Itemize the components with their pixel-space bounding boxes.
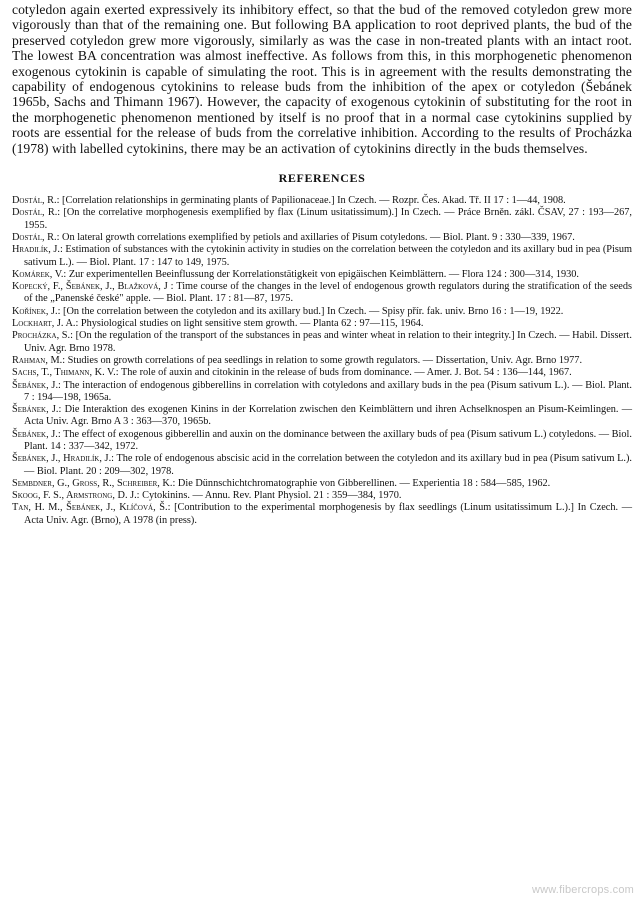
reference-text: The interaction of endogenous gibberellins in correlation with cotyledons and axillary buds in the pea (Pisum sativum L.). — Biol. Plant. 7 : 194—198, 1965a. (24, 379, 632, 403)
document-page (12, 2, 632, 898)
reference-item (12, 453, 632, 478)
reference-text: [On the correlation between the cotyledon and its axillary bud.] In Czech. — Spisy přír. fak. univ. Brno 16 : 1—19, 1922. (63, 305, 564, 317)
watermark: www.fibercrops.com (531, 884, 634, 896)
reference-author: Lockhart, J. A.: (12, 318, 79, 330)
reference-author: Dostál, R.: (12, 207, 61, 219)
reference-text: Cytokinins. — Annu. Rev. Plant Physiol. 21 : 359—384, 1970. (142, 490, 402, 502)
reference-item (12, 367, 632, 379)
reference-text: Studies on growth correlations of pea seedlings in relation to some growth regulators. — Dissertation, Univ. Agr. Brno 1977. (67, 354, 583, 366)
reference-author: Sembdner, G., Gross, R., Schreiber, K.: (12, 477, 176, 489)
reference-item (12, 380, 632, 405)
reference-text: Estimation of substances with the cytokinin activity in studies on the correlation between the cotyledon and its axillary bud in pea (Pisum sativum L.). — Biol. Plant. 17 : 147 to 149, 1975. (24, 244, 633, 268)
reference-item (12, 244, 632, 269)
reference-text: The role of auxin and citokinin in the release of buds from dominance. — Amer. J. Bot. 54 : 136—144, 1967. (120, 367, 572, 379)
references-heading: REFERENCES (278, 171, 366, 186)
reference-text: Physiological studies on light sensitive stem growth. — Planta 62 : 97—115, 1964. (80, 318, 424, 330)
reference-item (12, 429, 632, 454)
reference-text: Die Interaktion des exogenen Kinins in der Korrelation zwischen den Keimblättern und ihren Achselknospen an Pisum-Keimlingen. — Acta Univ. Agr. Brno A 3 : 363—370, 1965b. (24, 404, 632, 428)
body-paragraph: cotyledon again exerted expressively its inhibitory effect, so that the bud of the removed cotyledon grew more vigorously than that of the remaining one. But following BA application to root deprived plants, the bud of the preserved cotyledon grew more vigorously, similarly as was the case in non-treated plants with an intact root. The lowest BA concentration was almost ineffective. As follows from this, in this morphogenetic phenomenon exogenous cytokinin is capable of simulating the root. This is in agreement with the results demonstrating the capability of endogenous cytokinins to release buds from the inhibition of the apex or cotyledon (Šebánek 1965b, Sachs and Thimann 1967). However, the capacity of exogenous cytokinin of substituting for the root in the morphogenetic phenomenon mentioned by itself is no proof that in a normal case cytokinins supplied by roots are essential for the release of buds from the correlative inhibition. According to the results of Procházka (1978) with labelled cytokinins, there may be an activation of cytokinins directly in the buds themselves. (12, 2, 632, 156)
reference-author: Komárek, V.: (12, 268, 67, 280)
reference-author: Rahman, M.: (12, 354, 66, 366)
reference-text: The role of endogenous abscisic acid in the correlation between the cotyledon and its axillary bud in pea (Pisum sativum L.). — Biol. Plant. 20 : 209—302, 1978. (24, 453, 632, 477)
reference-item (12, 330, 632, 355)
reference-author: Procházka, S.: (12, 330, 73, 342)
reference-author: Šebánek, J.: (12, 379, 61, 391)
reference-item (12, 404, 632, 429)
reference-author: Šebánek, J., Hradilík, J.: (12, 453, 114, 465)
reference-text: [Contribution to the experimental morphogenesis by flax seedlings (Linum usitatissimum L.).] In Czech. — Acta Univ. Agr. (Brno), A 1978 (in press). (24, 502, 632, 526)
reference-author: Kořínek, J.: (12, 305, 61, 317)
reference-author: Dostál, R.: (12, 231, 60, 243)
reference-item (12, 502, 632, 527)
reference-text: Die Dünnschichtchromatographie von Gibberellinen. — Experientia 18 : 584—585, 1962. (177, 477, 551, 489)
reference-text: [On the correlative morphogenesis exemplified by flax (Linum usitatissimum).] In Czech. — Práce Brněn. zákl. ČSAV, 27 : 193—267, 1955. (24, 207, 632, 231)
reference-author: Hradilík, J.: (12, 244, 63, 256)
reference-item (12, 355, 632, 367)
reference-author: Tan, H. M., Šebánek, J., Klíčová, Š.: (12, 502, 171, 514)
reference-item (12, 269, 632, 281)
reference-text: [On the regulation of the transport of the substances in peas and winter wheat in relation to their integrity.] In Czech. — Habil. Dissert. Univ. Agr. Brno 1978. (24, 330, 632, 354)
reference-author: Skoog, F. S., Armstrong, D. J.: (12, 490, 140, 502)
reference-item (12, 490, 632, 502)
reference-item (12, 195, 632, 207)
reference-text: [Correlation relationships in germinating plants of Papilionaceae.] In Czech. — Rozpr. Čes. Akad. Tř. II 17 : 1—44, 1908. (62, 195, 566, 207)
reference-item (12, 318, 632, 330)
reference-author: Sachs, T., Thimann, K. V.: (12, 367, 119, 379)
reference-text: Zur experimentellen Beeinflussung der Korrelationstätigkeit von epigäischen Keimblättern. — Flora 124 : 300—314, 1930. (68, 268, 580, 280)
reference-text: The effect of exogenous gibberellin and auxin on the dominance between the axillary buds of pea (Pisum sativum L.) cotyledons. — Biol. Plant. 14 : 337—342, 1972. (24, 428, 632, 452)
reference-author: Šebánek, J.: (12, 428, 61, 440)
reference-item (12, 478, 632, 490)
reference-item (12, 281, 632, 306)
reference-item (12, 232, 632, 244)
reference-list (12, 195, 632, 527)
reference-text: On lateral growth correlations exemplified by petiols and axillaries of Pisum cotyledons. — Biol. Plant. 9 : 330—339, 1967. (62, 231, 575, 243)
reference-item (12, 207, 632, 232)
reference-author: Šebánek, J.: (12, 404, 62, 416)
reference-author: Kopecký, F., Šebánek, J., Blažková, J : (12, 281, 174, 293)
reference-item (12, 306, 632, 318)
reference-text: Time course of the changes in the level of endogenous growth regulators during the stratification of the seeds of the „Panenské české" apple. — Biol. Plant. 17 : 81—87, 1975. (24, 281, 633, 305)
reference-author: Dostál, R.: (12, 195, 60, 207)
